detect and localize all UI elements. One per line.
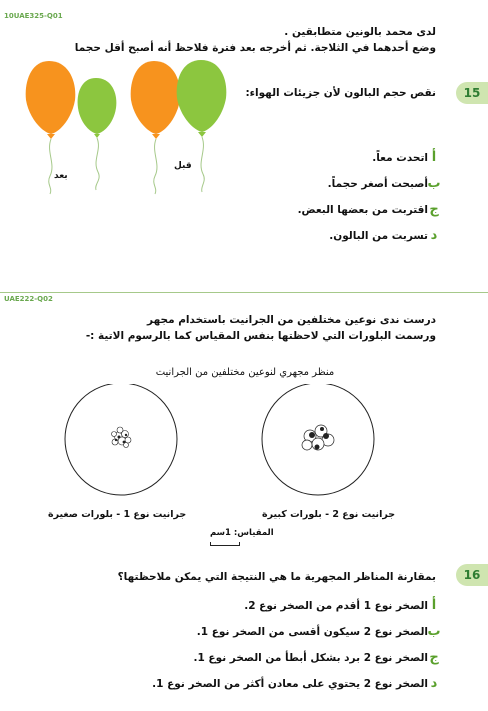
option-letter: ج	[429, 650, 439, 665]
question-code: 10UAE325-Q01	[4, 12, 63, 20]
granite-type-2-view	[262, 384, 374, 495]
figure-title: منظر مجهري لنوعين مختلفين من الجرانيت	[155, 367, 335, 378]
caption-granite-type-1: جرانيت نوع 1 - بلورات صغيرة	[48, 509, 187, 520]
balloons-illustration	[6, 60, 230, 200]
option-letter: أ	[431, 150, 437, 165]
option-a[interactable]: اتحدت معاً.	[372, 152, 428, 164]
microscope-views	[56, 384, 386, 504]
intro-line-2: ورسمت البلورات التي لاحظتها بنفس المقياس كما بالرسوم الاتية :-	[85, 330, 436, 342]
intro-line-1: درست ندى نوعين مختلفين من الجرانيت باستخدام مجهر	[147, 314, 436, 326]
option-d[interactable]: تسربت من البالون.	[329, 230, 428, 242]
intro-line-2: وضع أحدهما في الثلاجة. ثم أخرجه بعد فترة فلاحظ أنه أصبح أقل حجما	[74, 42, 436, 54]
option-letter: ج	[429, 202, 439, 217]
question-code: UAE222-Q02	[4, 295, 53, 303]
option-a[interactable]: الصخر نوع 1 أقدم من الصخر نوع 2.	[244, 600, 428, 612]
label-before: قبل	[174, 161, 192, 171]
option-d[interactable]: الصخر نوع 2 يحتوي على معادن أكثر من الصخر نوع 1.	[152, 678, 428, 690]
orange-balloon-before	[131, 61, 181, 194]
option-b[interactable]: الصخر نوع 2 سيكون أقسى من الصخر نوع 1.	[196, 626, 428, 638]
option-letter: د	[430, 228, 438, 243]
option-letter: ب	[427, 624, 441, 639]
green-balloon-after	[78, 78, 117, 190]
intro-line-1: لدى محمد بالونين متطابقين .	[284, 26, 436, 38]
caption-granite-type-2: جرانيت نوع 2 - بلورات كبيرة	[262, 509, 396, 520]
label-after: بعد	[54, 171, 68, 181]
orange-balloon-after	[26, 61, 76, 194]
question-number-badge: 15	[456, 82, 488, 104]
scale-label: المقياس: 1سم	[210, 528, 274, 538]
option-letter: أ	[431, 598, 437, 613]
granite-type-1-view	[65, 384, 177, 495]
option-c[interactable]: اقتربت من بعضها البعض.	[297, 204, 428, 216]
option-letter: ب	[427, 176, 441, 191]
question-number-badge: 16	[456, 564, 488, 586]
question-stem: بمقارنة المناظر المجهرية ما هي النتيجة التي يمكن ملاحظتها؟	[117, 571, 436, 583]
scale-bar	[210, 542, 240, 546]
option-letter: د	[430, 676, 438, 691]
green-balloon-before	[177, 60, 227, 192]
question-stem: نقص حجم البالون لأن جزيئات الهواء:	[245, 87, 436, 99]
option-b[interactable]: أصبحت أصغر حجماً.	[327, 178, 428, 190]
section-divider	[0, 292, 488, 293]
option-c[interactable]: الصخر نوع 2 برد بشكل أبطأ من الصخر نوع 1.	[193, 652, 428, 664]
